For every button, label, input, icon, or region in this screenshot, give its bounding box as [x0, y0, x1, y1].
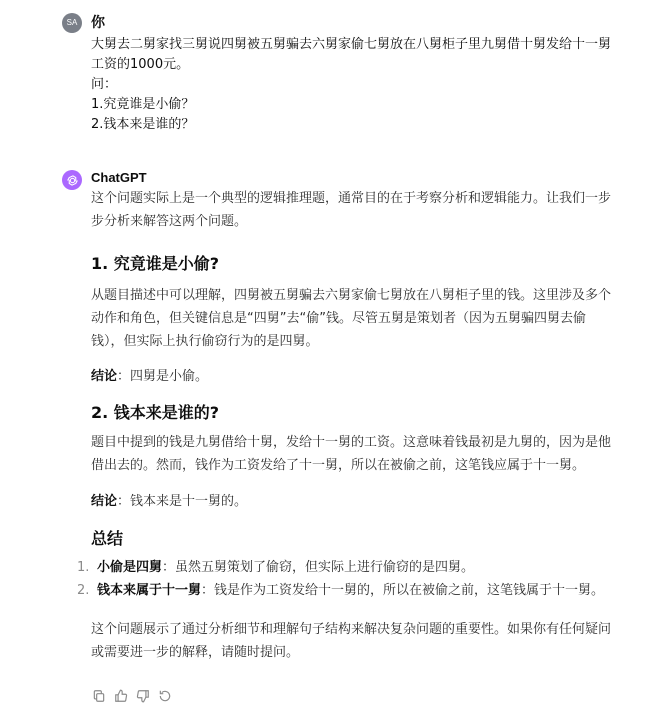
- section2-line: 借出去的。然而，钱作为工资发给了十一舅，所以在被偷之前，这笔钱应属于十一舅。: [91, 458, 586, 473]
- list-item-text: ：钱是作为工资发给十一舅的，所以在被偷之前，这笔钱属于十一舅。: [201, 583, 605, 598]
- conclusion-text: ：钱本来是十一舅的。: [117, 494, 248, 509]
- conclusion-label: 结论: [91, 369, 118, 384]
- section1-line: 钱），但实际上执行偷窃行为的是四舅。: [91, 334, 319, 349]
- list-item-bold: 小偷是四舅: [97, 560, 163, 575]
- list-item: [77, 579, 651, 602]
- list-item-bold: 钱本来属于十一舅: [97, 583, 202, 598]
- section2-line: 题目中提到的钱是九舅借给十舅，发给十一舅的工资。这意味着钱最初是九舅的，因为是他: [91, 435, 612, 450]
- section1-heading: 1. 究竟谁是小偷?: [91, 254, 220, 273]
- conclusion-text: ：四舅是小偷。: [117, 369, 209, 384]
- section1-line: 动作和角色，但关键信息是“四舅”去“偷”钱。尽管五舅是策划者（因为五舅骗四舅去偷: [91, 311, 586, 326]
- list-number: 2.: [77, 583, 90, 598]
- closing-line: 这个问题展示了通过分析细节和理解句子结构来解决复杂问题的重要性。如果你有任何疑问: [91, 622, 612, 637]
- summary-heading: 总结: [91, 529, 124, 548]
- assistant-message: [77, 187, 651, 664]
- user-message-line: 工资的1000元。: [91, 57, 190, 72]
- list-number: 1.: [77, 560, 90, 575]
- user-name: 你: [91, 14, 105, 30]
- section2-heading: 2. 钱本来是谁的?: [91, 403, 220, 422]
- list-item-text: ：虽然五舅策划了偷窃，但实际上进行偷窃的是四舅。: [162, 560, 475, 575]
- intro-line: 步分析来解答这两个问题。: [91, 214, 248, 229]
- intro-line: 这个问题实际上是一个典型的逻辑推理题，通常目的在于考察分析和逻辑能力。让我们一步: [91, 191, 612, 206]
- copy-icon[interactable]: [91, 688, 107, 704]
- regenerate-icon[interactable]: [157, 688, 173, 704]
- user-message: [91, 35, 651, 135]
- summary-list: [77, 556, 651, 602]
- user-message-line: 1.究竟谁是小偷？: [91, 97, 195, 112]
- conclusion-label: 结论: [91, 494, 118, 509]
- user-avatar: SA: [62, 13, 82, 33]
- assistant-name: ChatGPT: [91, 170, 147, 185]
- thumbs-up-icon[interactable]: [113, 688, 129, 704]
- openai-logo-icon: [66, 174, 79, 187]
- thumbs-down-icon[interactable]: [135, 688, 151, 704]
- closing-line: 或需要进一步的解释，请随时提问。: [91, 645, 300, 660]
- section1-conclusion: [91, 365, 651, 388]
- list-item: [77, 556, 651, 579]
- message-actions: [91, 688, 173, 704]
- section2-conclusion: [91, 490, 651, 513]
- section1-line: 从题目描述中可以理解，四舅被五舅骗去六舅家偷七舅放在八舅柜子里的钱。这里涉及多个: [91, 288, 612, 303]
- user-message-line: 2.钱本来是谁的？: [91, 117, 195, 132]
- chatgpt-avatar: [62, 170, 82, 190]
- user-message-line: 大舅去二舅家找三舅说四舅被五舅骗去六舅家偷七舅放在八舅柜子里九舅借十舅发给十一舅: [91, 37, 612, 52]
- user-message-line: 问：: [91, 77, 118, 92]
